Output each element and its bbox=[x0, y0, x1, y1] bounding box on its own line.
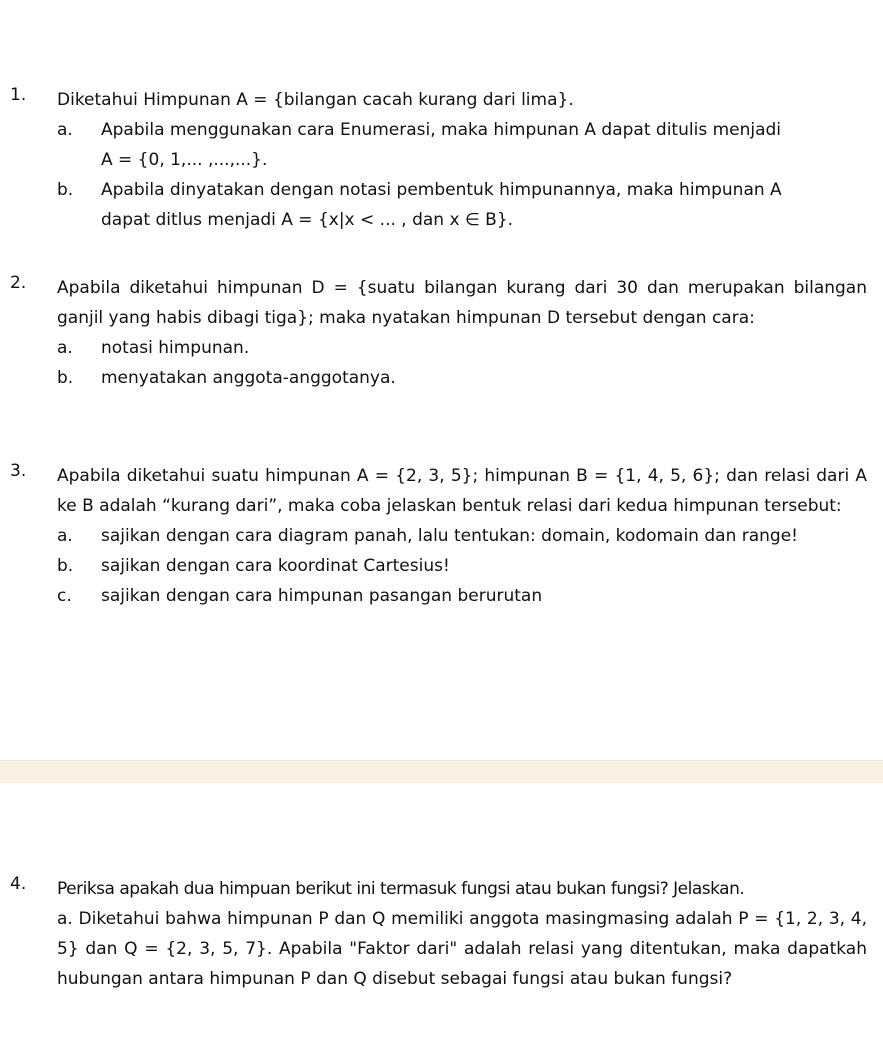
question-number: 3. bbox=[10, 461, 27, 481]
sub-item-a bbox=[57, 333, 867, 363]
question-body bbox=[57, 85, 867, 235]
sub-item-a bbox=[57, 521, 867, 551]
question-number: 4. bbox=[10, 874, 27, 894]
question-text: Periksa apakah dua himpuan berikut ini termasuk fungsi atau bukan fungsi? Jelaskan. bbox=[57, 879, 745, 899]
sub-item-label: b. bbox=[57, 556, 74, 576]
sub-item-b bbox=[57, 175, 867, 235]
sub-item-b bbox=[57, 363, 867, 393]
sub-item-line: dapat ditlus menjadi A = {x|x < ... , dan x ∈ B}. bbox=[101, 210, 514, 230]
sub-item-line: sajikan dengan cara koordinat Cartesius! bbox=[101, 556, 450, 576]
sub-item-line: A = {0, 1,... ,...,...}. bbox=[101, 150, 268, 170]
sub-item-line: notasi himpunan. bbox=[101, 338, 250, 358]
sub-item-label: b. bbox=[57, 180, 74, 200]
sub-item-label: c. bbox=[57, 586, 72, 606]
sub-item-line: menyatakan anggota-anggotanya. bbox=[101, 368, 396, 388]
question-text: Apabila diketahui suatu himpunan A = {2, 3, 5}; himpunan B = {1, 4, 5, 6}; dan relasi dari A ke B adalah “kurang dari”, maka coba jelaskan bentuk relasi dari kedua himpunan tersebut: bbox=[57, 466, 867, 516]
sub-item-line: Apabila menggunakan cara Enumerasi, maka himpunan A dapat ditulis menjadi bbox=[101, 120, 782, 140]
page-break bbox=[0, 760, 883, 783]
page-2 bbox=[0, 782, 883, 1053]
sub-item-a bbox=[57, 115, 867, 175]
sub-item-line: sajikan dengan cara diagram panah, lalu tentukan: domain, kodomain dan range! bbox=[101, 526, 798, 546]
question-body bbox=[57, 461, 867, 611]
sub-item-line: sajikan dengan cara himpunan pasangan berurutan bbox=[101, 586, 543, 606]
sub-item-line: Apabila dinyatakan dengan notasi pembentuk himpunannya, maka himpunan A bbox=[101, 180, 782, 200]
question-text: Diketahui Himpunan A = {bilangan cacah kurang dari lima}. bbox=[57, 90, 574, 110]
question-text: Apabila diketahui himpunan D = {suatu bilangan kurang dari 30 dan merupakan bilangan ganjil yang habis dibagi tiga}; maka nyatakan himpunan D tersebut dengan cara: bbox=[57, 278, 867, 328]
sub-item-a: a. Diketahui bahwa himpunan P dan Q memiliki anggota masingmasing adalah P = {1, 2, 3, 4, 5} dan Q = {2, 3, 5, 7}. Apabila "Faktor dari" adalah relasi yang ditentukan, maka dapatkah hubungan antara himpunan P dan Q disebut sebagai fungsi atau bukan fungsi? bbox=[57, 909, 867, 989]
sub-item-label: b. bbox=[57, 368, 74, 388]
question-number: 1. bbox=[10, 85, 27, 105]
sub-item-b bbox=[57, 551, 867, 581]
sub-item-c bbox=[57, 581, 867, 611]
question-body bbox=[57, 874, 867, 994]
question-number: 2. bbox=[10, 273, 27, 293]
sub-item-label: a. bbox=[57, 120, 73, 140]
question-body bbox=[57, 273, 867, 393]
sub-item-label: a. bbox=[57, 526, 73, 546]
sub-item-label: a. bbox=[57, 338, 73, 358]
